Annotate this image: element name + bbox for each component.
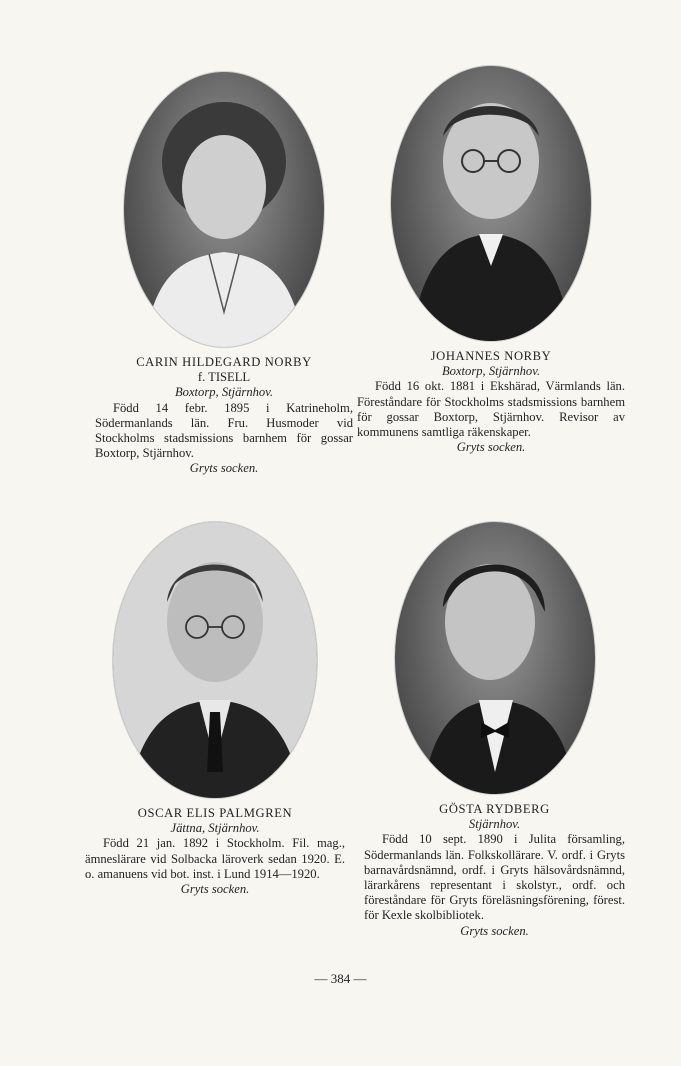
person-name: OSCAR ELIS PALMGREN <box>137 806 293 820</box>
residence: Stjärnhov. <box>468 817 521 832</box>
person-name: JOHANNES NORBY <box>430 349 552 363</box>
person-name: GÖSTA RYDBERG <box>439 802 550 816</box>
caption <box>85 806 345 897</box>
parish: Gryts socken. <box>180 882 250 897</box>
entry-johannes-norby <box>357 66 625 455</box>
portrait-photo-man-glasses <box>391 66 591 341</box>
biography: Född 14 febr. 1895 i Katrineholm, Södermanlands län. Fru. Husmoder vid Stockholms stadsmissions barnhem för gossar Boxtorp, Stjärnhov. <box>95 400 353 461</box>
caption <box>357 349 625 455</box>
portrait-man-icon <box>113 522 317 798</box>
person-name: CARIN HILDEGARD NORBY <box>136 355 312 369</box>
caption <box>95 355 353 477</box>
entry-oscar-palmgren <box>85 522 345 897</box>
entry-carin-norby <box>95 72 353 477</box>
biography: Född 21 jan. 1892 i Stockholm. Fil. mag., ämneslärare vid Solbacka läroverk sedan 1920. E. o. amanuens vid bot. inst. i Lund 1914—1920. <box>85 836 345 881</box>
parish: Gryts socken. <box>456 440 526 455</box>
portrait-man-icon <box>395 522 595 794</box>
portrait-photo-young-man <box>395 522 595 794</box>
residence: Boxtorp, Stjärnhov. <box>441 364 541 379</box>
entry-gosta-rydberg <box>364 522 625 939</box>
residence: Boxtorp, Stjärnhov. <box>174 385 274 400</box>
portrait-woman-icon <box>124 72 324 347</box>
maiden-name: f. TISELL <box>197 370 251 385</box>
parish: Gryts socken. <box>460 923 529 938</box>
portrait-photo-man-pince-nez <box>113 522 317 798</box>
portrait-photo-woman <box>124 72 324 347</box>
portrait-man-icon <box>391 66 591 341</box>
caption <box>364 802 625 939</box>
biography: Född 16 okt. 1881 i Ekshärad, Värmlands län. Föreståndare för Stockholms stadsmissions barnhem för gossar Boxtorp, Stjärnhov. Revisor av kommunens samtliga räkenskaper. <box>357 379 625 440</box>
biography: Född 10 sept. 1890 i Julita församling, Södermanlands län. Folkskollärare. V. ordf. i Gryts barnavårdsnämnd, ordf. i Gryts hälsovårdsnämnd, lärarkårens representant i skolstyr., ordf. och föreståndare för Gryts föreläsningsförening, förest. för Kexle skolbibliotek. <box>364 832 625 923</box>
residence: Jättna, Stjärnhov. <box>170 821 260 836</box>
parish: Gryts socken. <box>189 461 259 476</box>
page-number: — 384 — <box>314 971 367 986</box>
